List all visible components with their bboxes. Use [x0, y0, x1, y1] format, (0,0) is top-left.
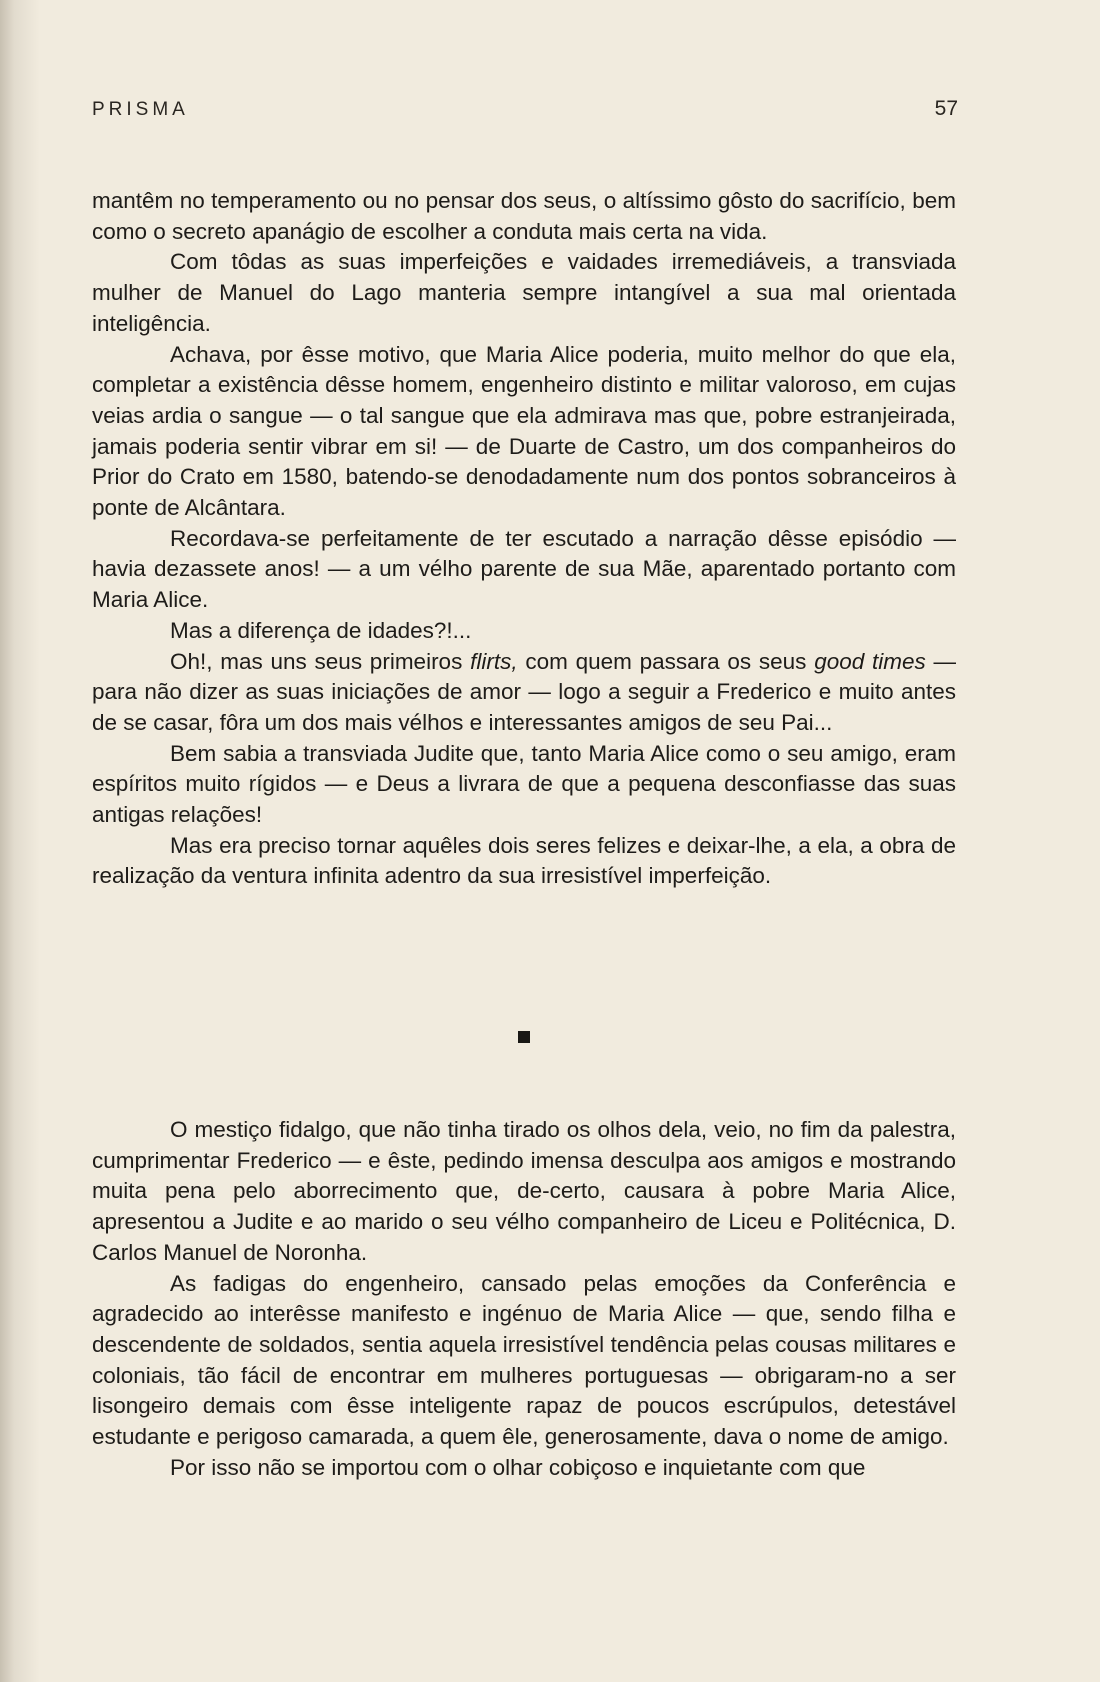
italic-term: good times	[814, 648, 926, 674]
paragraph-text: com quem passara os seus	[517, 648, 815, 674]
paragraph: Com tôdas as suas imperfeições e vaidades irremediáveis, a transviada mulher de Manuel do Lago manteria sempre intangível a sua mal orientada inteligência.	[92, 249, 956, 336]
paragraph: Achava, por êsse motivo, que Maria Alice poderia, muito melhor do que ela, completar a existência dêsse homem, engenheiro distinto e militar valoroso, em cujas veias ardia o sangue — o tal sangue que ela admirava mas que, pobre estranjeirada, jamais poderia sentir vibrar em si! — de Duarte de Castro, um dos companheiros do Prior do Crato em 1580, batendo-se denodadamente num dos pontos sobranceiros à ponte de Alcântara.	[92, 341, 956, 521]
paragraph-text: Oh!, mas uns seus primeiros	[170, 648, 471, 674]
text-section-2	[92, 1115, 956, 1483]
paragraph: Mas a diferença de idades?!...	[170, 617, 472, 643]
paragraph	[92, 647, 956, 739]
page-number: 57	[934, 97, 958, 120]
section-separator-square	[518, 1031, 530, 1043]
paragraph: Mas era preciso tornar aquêles dois seres felizes e deixar-lhe, a ela, a obra de realização da ventura infinita adentro da sua irresistível imperfeição.	[92, 832, 956, 889]
paragraph: mantêm no temperamento ou no pensar dos seus, o altíssimo gôsto do sacrifício, bem como o secreto apanágio de escolher a conduta mais certa na vida.	[92, 188, 956, 244]
text-section-1	[92, 186, 956, 892]
paragraph-text: — para não dizer as suas iniciações de amor — logo a seguir a Frederico e muito antes de se casar, fôra um dos mais vélhos e interessantes amigos de seu Pai...	[92, 648, 956, 735]
paragraph: Por isso não se importou com o olhar cobiçoso e inquietante com que	[170, 1454, 866, 1480]
paragraph: O mestiço fidalgo, que não tinha tirado os olhos dela, veio, no fim da palestra, cumprimentar Frederico — e êste, pedindo imensa desculpa aos amigos e mostrando muita pena pelo aborrecimento que, de-certo, causara à pobre Maria Alice, apresentou a Judite e ao marido o seu vélho companheiro de Liceu e Politécnica, D. Carlos Manuel de Noronha.	[92, 1117, 956, 1265]
running-title: PRISMA	[92, 99, 189, 120]
paragraph: Recordava-se perfeitamente de ter escutado a narração dêsse episódio — havia dezassete anos! — a um vélho parente de sua Mãe, aparentado portanto com Maria Alice.	[92, 525, 956, 613]
paragraph: As fadigas do engenheiro, cansado pelas emoções da Conferência e agradecido ao interêsse manifesto e ingénuo de Maria Alice — que, sendo filha e descendente de soldados, sentia aquela irresistível tendência pelas cousas militares e coloniais, tão fácil de encontrar em mulheres portuguesas — obrigaram-no a ser lisongeiro demais com êsse inteligente rapaz de poucos escrúpulos, detestável estudante e perigoso camarada, a quem êle, generosamente, dava o nome de amigo.	[92, 1270, 956, 1450]
italic-term: flirts,	[470, 648, 518, 674]
paragraph: Bem sabia a transviada Judite que, tanto Maria Alice como o seu amigo, eram espíritos muito rígidos — e Deus a livrara de que a pequena desconfiasse das suas antigas relações!	[92, 740, 956, 828]
